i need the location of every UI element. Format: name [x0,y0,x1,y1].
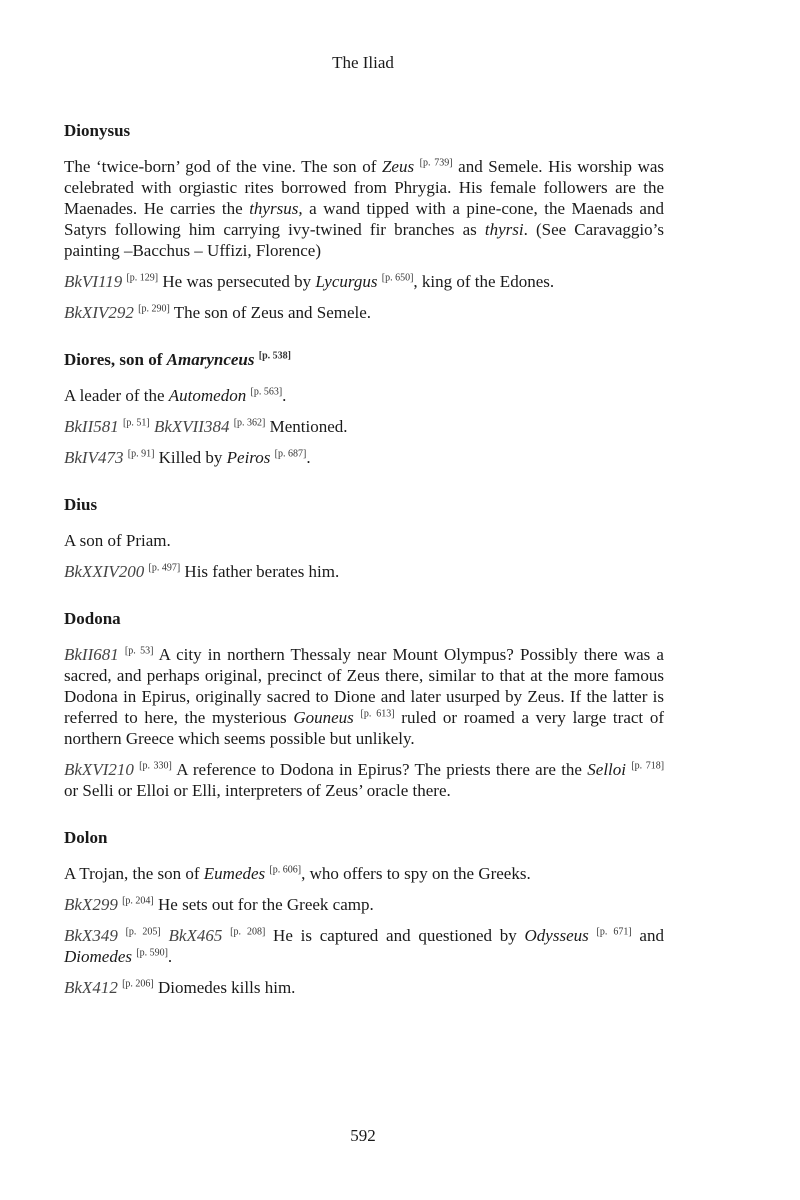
page-ref: [p. 51] [123,417,150,429]
book-reference: BkII681 [p. 53] A city in northern Thessaly near Mount Olympus? Possibly there was a sacred, and perhaps original, precinct of Zeus there, similar to that at the more famous Dodona in Epirus, originally sacred to Dione and later usurped by Zeus. If the latter is referred to here, the mysterious Gouneus [p. 613] ruled or roamed a very large tract of northern Greece which seems possible but unlikely. [64,645,664,748]
book-reference: BkX412 [p. 206] Diomedes kills him. [64,978,296,997]
book-ref-link[interactable]: BkII681 [64,645,119,664]
entry-title: Dionysus [64,121,131,140]
book-ref-link[interactable]: BkIV473 [64,448,124,467]
page-ref: [p. 687] [274,448,307,460]
book-ref-link[interactable]: BkVI119 [64,272,123,291]
book-reference: BkVI119 [p. 129] He was persecuted by Lycurgus [p. 650], king of the Edones. [64,272,555,291]
page-ref: [p. 739] [419,157,453,169]
entry-title: Dodona [64,609,121,628]
entry-title: Dolon [64,828,108,847]
page-ref: [p. 129] [126,272,159,284]
book-ref-link[interactable]: BkX465 [168,926,223,945]
book-reference: BkII581 [p. 51] BkXVII384 [p. 362] Mentioned. [64,417,348,436]
cross-reference-link[interactable]: Automedon [168,386,247,405]
entry-description: A son of Priam. [64,531,171,550]
running-head: The Iliad [332,53,394,72]
book-ref-link[interactable]: BkX412 [64,978,118,997]
entry-description: A leader of the Automedon [p. 563]. [64,386,287,405]
page-ref: [p. 538] [258,350,291,362]
page-ref: [p. 718] [631,760,665,772]
book-reference: BkXXIV200 [p. 497] His father berates him. [64,562,340,581]
page-ref: [p. 606] [269,864,302,876]
cross-reference-link[interactable]: Selloi [587,760,626,779]
book-ref-link[interactable]: BkXVII384 [153,417,230,436]
cross-reference-link[interactable]: Eumedes [203,864,266,883]
entry-dodona [64,608,664,801]
entry-description: The ‘twice-born’ god of the vine. The son of Zeus [p. 739] and Semele. His worship was celebrated with orgiastic rites borrowed from Phrygia. His female followers are the Maenades. He carries the thyrsus, a wand tipped with a pine-cone, the Maenads and Satyrs following him carrying ivy-twined fir branches as thyrsi. (See Caravaggio’s painting –Bacchus – Uffizi, Florence) [64,157,665,260]
cross-reference-link[interactable]: Diomedes [64,947,132,966]
entry-dionysus [64,120,664,323]
cross-reference-link[interactable]: Peiros [226,448,271,467]
italic-term: thyrsi [484,220,524,239]
page-ref: [p. 650] [381,272,414,284]
entry-description: A Trojan, the son of Eumedes [p. 606], who offers to spy on the Greeks. [64,864,531,883]
book-ref-link[interactable]: BkXIV292 [64,303,134,322]
cross-reference-link[interactable]: Gouneus [293,708,354,727]
page-ref: [p. 206] [122,978,154,990]
book-ref-link[interactable]: BkXVI210 [64,760,134,779]
page-ref: [p. 205] [125,926,161,938]
book-reference: BkIV473 [p. 91] Killed by Peiros [p. 687]. [64,448,311,467]
cross-reference-link[interactable]: Amarynceus [166,350,255,369]
page-ref: [p. 590] [136,947,168,959]
book-ref-link[interactable]: BkXXIV200 [64,562,145,581]
page-ref: [p. 497] [148,562,181,574]
cross-reference-link[interactable]: Zeus [381,157,415,176]
entry-dius [64,494,664,582]
book-ref-link[interactable]: BkX299 [64,895,118,914]
page-ref: [p. 53] [124,645,154,657]
book-ref-link[interactable]: BkX349 [64,926,118,945]
page-ref: [p. 671] [596,926,632,938]
glossary-content [64,120,664,1024]
page-ref: [p. 563] [250,386,283,398]
cross-reference-link[interactable]: Lycurgus [315,272,378,291]
page-number: 592 [350,1126,376,1145]
entry-title: Dius [64,495,98,514]
cross-reference-link[interactable]: Odysseus [524,926,589,945]
page-ref: [p. 208] [230,926,266,938]
entry-dolon [64,827,664,998]
book-reference: BkX299 [p. 204] He sets out for the Greek camp. [64,895,374,914]
page-ref: [p. 204] [122,895,154,907]
page-ref: [p. 330] [139,760,172,772]
page-ref: [p. 290] [138,303,170,315]
italic-term: thyrsus, [249,199,303,218]
entry-diores [64,349,664,468]
book-ref-link[interactable]: BkII581 [64,417,119,436]
book-reference: BkXIV292 [p. 290] The son of Zeus and Semele. [64,303,372,322]
book-reference: BkX349 [p. 205] BkX465 [p. 208] He is captured and questioned by Odysseus [p. 671] and Diomedes [p. 590]. [64,926,664,966]
page-ref: [p. 91] [127,448,155,460]
page-ref: [p. 613] [360,708,395,720]
page-ref: [p. 362] [233,417,266,429]
entry-title: Diores, son of Amarynceus [p. 538] [64,350,291,369]
book-reference: BkXVI210 [p. 330] A reference to Dodona in Epirus? The priests there are the Selloi [p. 718] or Selli or Elloi or Elli, interpreters of Zeus’ oracle there. [64,760,665,800]
